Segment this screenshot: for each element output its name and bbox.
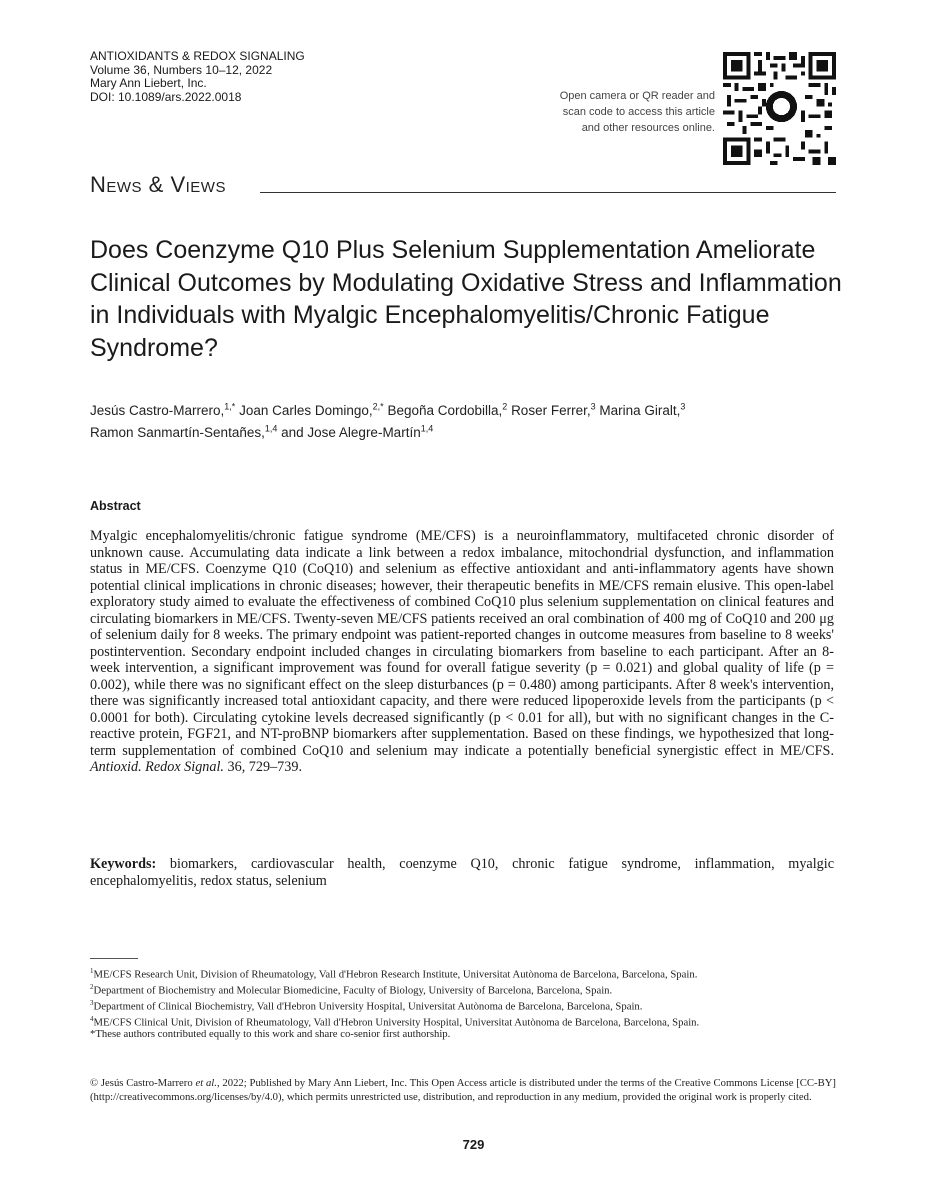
journal-info: [90, 50, 305, 104]
footnote-divider: [90, 958, 138, 959]
author-name: Joan Carles Domingo,$^{2,*}$: [239, 401, 384, 418]
citation-journal: Antioxid. Redox Signal.: [90, 759, 224, 775]
author-affiliation-mark: 2,*: [372, 401, 384, 411]
affiliation-footnote: $^2$Department of Biochemistry and Molecular Biomedicine, Faculty of Biology, University of Barcelona, Barcelona, Spain.: [90, 982, 613, 997]
keywords: [90, 856, 834, 890]
abstract-heading: Abstract: [90, 499, 141, 513]
journal-volume: Volume 36, Numbers 10–12, 2022: [90, 62, 273, 77]
author-name: and Jose Alegre-Martín$^{1,4}$: [281, 423, 434, 440]
citation-details: 36, 729–739.: [227, 759, 302, 775]
journal-publisher: Mary Ann Liebert, Inc.: [90, 76, 207, 90]
article-title: Does Coenzyme Q10 Plus Selenium Supplementation Ameliorate Clinical Outcomes by Modulating Oxidative Stress and Inflammation in Individuals with Myalgic Encephalomyelitis/Chronic Fatigue Syndrome?: [90, 236, 842, 362]
author-list: [90, 397, 850, 442]
author-name: Ramon Sanmartín-Sentañes,$^{1,4}$: [90, 423, 278, 440]
affiliation-footnote: $^4$ME/CFS Clinical Unit, Division of Rheumatology, Vall d'Hebron University Hospital, Universitat Autònoma de Barcelona, Barcelona, Spain.: [90, 1014, 700, 1029]
author-affiliation-mark: 1,4: [420, 423, 434, 434]
qr-code-icon[interactable]: [723, 52, 836, 165]
abstract-body: Myalgic encephalomyelitis/chronic fatigue syndrome (ME/CFS) is a neuroinflammatory, multifaceted chronic disorder of unknown cause. Accumulating data indicate a link between a redox imbalance, mitochondrial dysfunction, and inflammation status in ME/CFS. Coenzyme Q10 (CoQ10) and selenium as effective antioxidant and anti-inflammatory agents have shown potential clinical implications in chronic diseases; however, their therapeutic benefits in ME/CFS remain elusive. This open-label exploratory study aimed to evaluate the effectiveness of combined CoQ10 plus selenium supplementation on clinical features and circulating biomarkers in ME/CFS. Twenty-seven ME/CFS patients received an oral combination of 400 mg of CoQ10 and 200 μg of selenium daily for 8 weeks. The primary endpoint was patient-reported changes in outcome measures from baseline to 8 weeks' postintervention. Secondary endpoint included changes in circulating biomarkers from baseline to each participant. After an 8-week intervention, a significant improvement was found for overall fatigue severity (p = 0.021) and global quality of life (p = 0.002), while there was no significant effect on the sleep disturbances (p = 0.480) among participants. After 8 week's intervention, there was significantly increased total antioxidant capacity, and there were reduced lipoperoxide levels from the participants (p < 0.0001 for both). Circulating cytokine levels decreased significantly (p < 0.01 for all), but with no significant changes in the C-reactive protein, FGF21, and NT-proBNP biomarkers after supplementation. Based on these findings, we hypothesized that long-term supplementation of combined CoQ10 and selenium may indicate a potentially beneficial synergistic effect in ME/CFS.: [90, 528, 834, 759]
author-affiliation-mark: 3: [680, 401, 686, 411]
affiliations: [90, 965, 836, 1041]
page-number: 729: [462, 1137, 485, 1152]
keywords-text: biomarkers, cardiovascular health, coenzyme Q10, chronic fatigue syndrome, inflammation, myalgic encephalomyelitis, redox status, selenium: [90, 856, 835, 889]
section-divider: [260, 192, 836, 193]
license-author: © Jesús Castro-Marrero: [90, 1077, 193, 1089]
author-affiliation-mark: 3: [590, 401, 596, 411]
qr-caption: Open camera or QR reader and scan code to access this article and other resources online.: [559, 90, 715, 134]
author-name: Roser Ferrer,$^3$: [511, 401, 596, 418]
abstract-text: [90, 528, 834, 776]
author-affiliation-mark: 1,*: [224, 401, 236, 411]
license-text: , 2022; Published by Mary Ann Liebert, Inc. This Open Access article is distributed under the terms of the Creative Commons License [CC-BY] (http://creativecommons.org/licenses/by/4.0), which permits unrestricted use, distribution, and reproduction in any medium, provided the original work is properly cited.: [90, 1077, 836, 1103]
journal-name: ANTIOXIDANTS & REDOX SIGNALING: [90, 49, 305, 63]
section-label: News & Views: [90, 172, 226, 197]
affiliation-footnote: $^1$ME/CFS Research Unit, Division of Rheumatology, Vall d'Hebron Research Institute, Universitat Autònoma de Barcelona, Barcelona, Spain.: [90, 967, 698, 981]
author-name: Marina Giralt,$^3$: [599, 401, 686, 418]
journal-doi[interactable]: DOI: 10.1089/ars.2022.0018: [90, 89, 242, 104]
affiliation-footnote: *These authors contributed equally to this work and share co-senior first authorship.: [90, 1028, 451, 1041]
author-affiliation-mark: 2: [502, 401, 508, 411]
license-etal: et al.: [195, 1077, 217, 1089]
author-name: Jesús Castro-Marrero,$^{1,*}$: [90, 401, 236, 418]
author-name: Begoña Cordobilla,$^2$: [387, 401, 508, 418]
license-notice: [90, 1077, 836, 1104]
keywords-label: Keywords:: [90, 856, 157, 872]
affiliation-footnote: $^3$Department of Clinical Biochemistry, Vall d'Hebron University Hospital, Universitat Autònoma de Barcelona, Barcelona, Spain.: [90, 998, 643, 1013]
author-affiliation-mark: 1,4: [264, 423, 278, 434]
